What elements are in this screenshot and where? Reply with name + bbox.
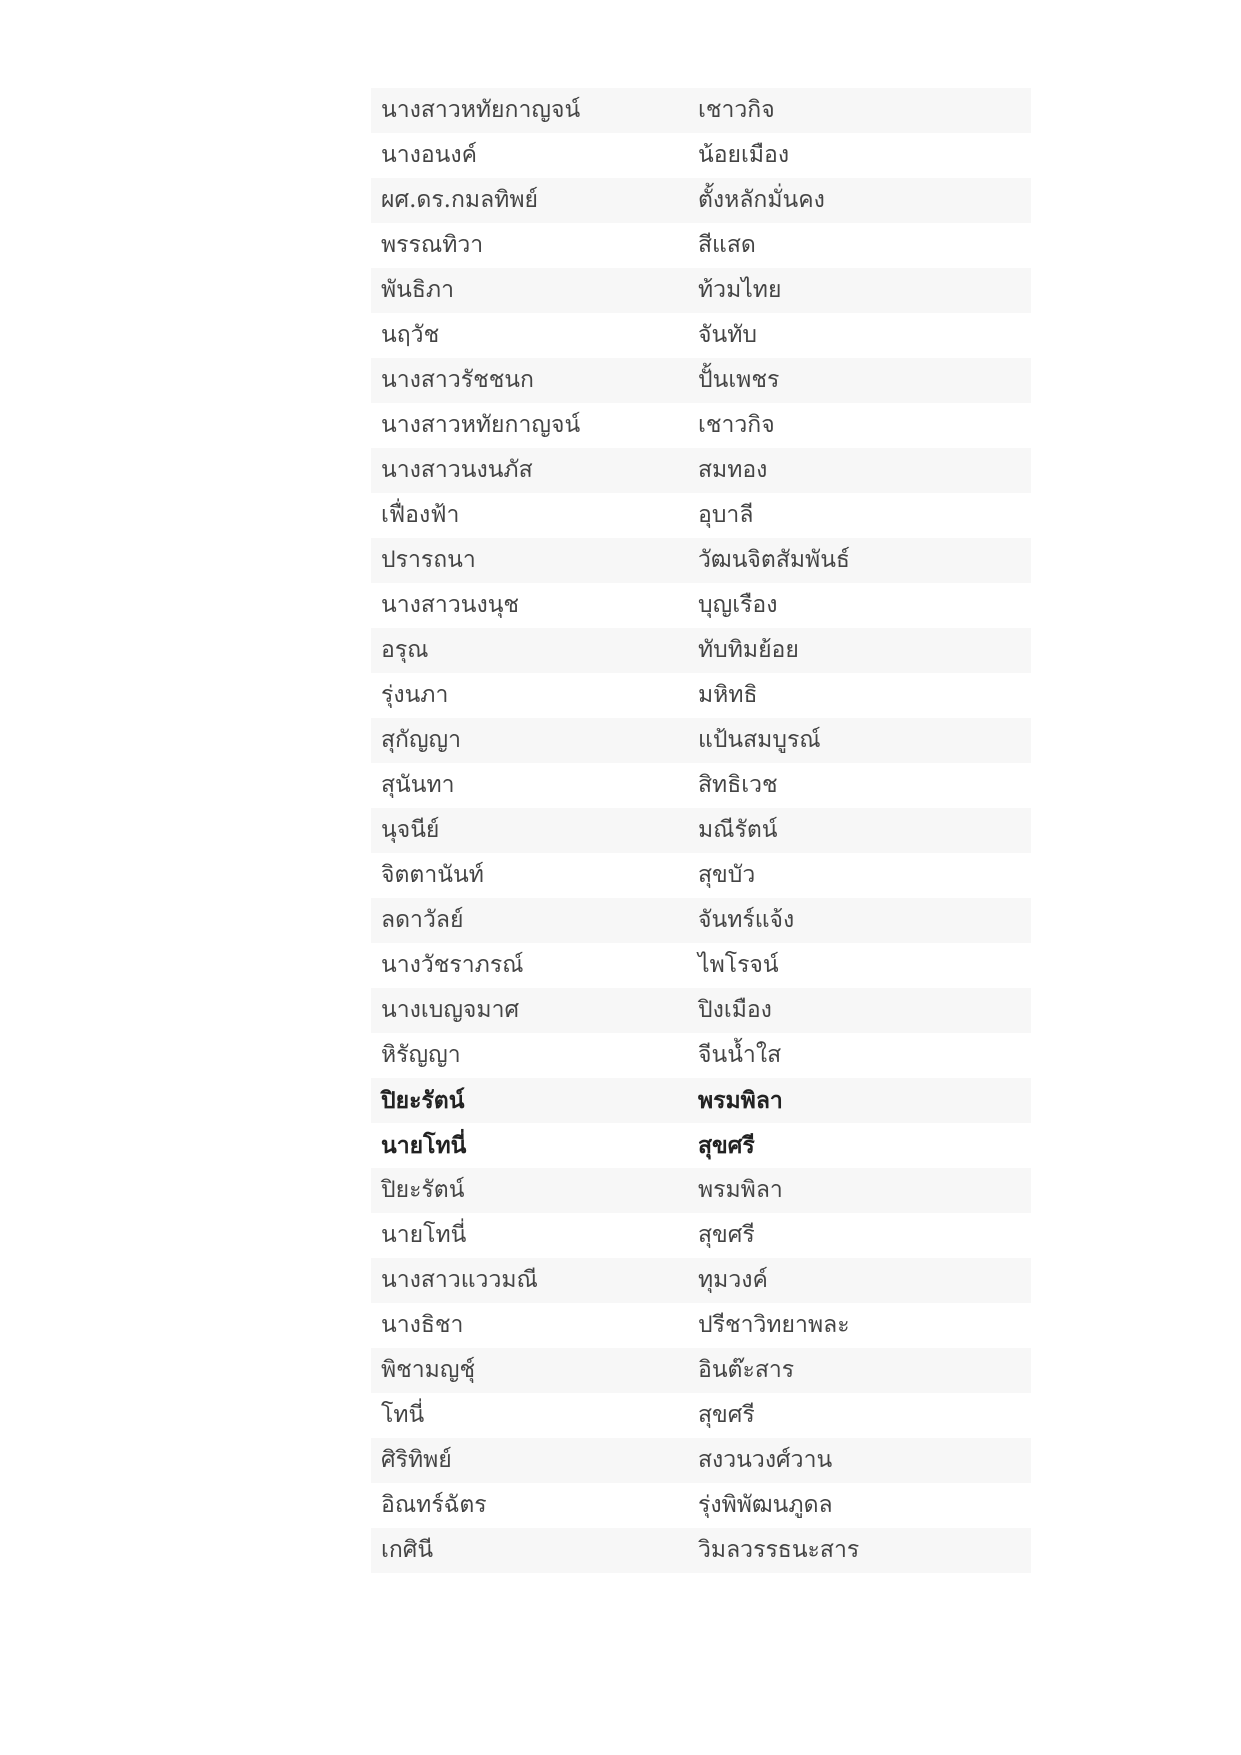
table-row xyxy=(371,808,1031,853)
first-name-cell: ปิยะรัตน์ xyxy=(371,1078,688,1123)
table-row xyxy=(371,538,1031,583)
first-name-cell: นุจนีย์ xyxy=(371,808,688,853)
first-name-cell: เฟื่องฟ้า xyxy=(381,502,460,528)
last-name-cell: สุขศรี xyxy=(698,1222,755,1248)
table-row xyxy=(371,268,1031,313)
table-row xyxy=(371,448,1031,493)
first-name-cell: นางสาวหทัยกาญจน์ xyxy=(381,412,581,438)
last-name-cell: จันทร์แจ้ง xyxy=(688,898,1031,943)
first-name-cell: พันธิภา xyxy=(371,268,688,313)
last-name-cell: มณีรัตน์ xyxy=(688,808,1031,853)
last-name-cell: ปรีชาวิทยาพละ xyxy=(698,1312,850,1338)
first-name-cell: เกศินี xyxy=(371,1528,688,1573)
last-name-cell: เชาวกิจ xyxy=(698,412,775,438)
table-row xyxy=(371,1078,1031,1123)
first-name-cell: โทนี่ xyxy=(381,1402,425,1428)
table-row xyxy=(371,1168,1031,1213)
first-name-cell: ปรารถนา xyxy=(371,538,688,583)
last-name-cell: ท้วมไทย xyxy=(688,268,1031,313)
table-row xyxy=(371,358,1031,403)
table-row xyxy=(371,1258,1031,1303)
first-name-cell: นางวัชราภรณ์ xyxy=(381,952,524,978)
last-name-cell: ทับทิมย้อย xyxy=(688,628,1031,673)
first-name-cell: ผศ.ดร.กมลทิพย์ xyxy=(371,178,688,223)
last-name-cell: สงวนวงศ์วาน xyxy=(688,1438,1031,1483)
last-name-cell: อินต๊ะสาร xyxy=(688,1348,1031,1393)
last-name-cell: ตั้งหลักมั่นคง xyxy=(688,178,1031,223)
last-name-cell: เชาวกิจ xyxy=(688,88,1031,133)
first-name-cell: จิตตานันท์ xyxy=(381,862,484,888)
last-name-cell: วิมลวรรธนะสาร xyxy=(688,1528,1031,1573)
first-name-cell: อรุณ xyxy=(371,628,688,673)
table-row xyxy=(371,1213,1031,1258)
first-name-cell: นางสาวนงนภัส xyxy=(371,448,688,493)
first-name-cell: นางธิชา xyxy=(381,1312,464,1338)
last-name-cell: ทุมวงค์ xyxy=(688,1258,1031,1303)
first-name-cell: พิชามญชุ์ xyxy=(371,1348,688,1393)
first-name-cell: พรรณทิวา xyxy=(381,232,484,258)
table-row xyxy=(371,1348,1031,1393)
last-name-cell: พรมพิลา xyxy=(688,1078,1031,1123)
last-name-cell: ปั้นเพชร xyxy=(688,358,1031,403)
first-name-cell: ลดาวัลย์ xyxy=(371,898,688,943)
first-name-cell: นางสาวแววมณี xyxy=(371,1258,688,1303)
table-row xyxy=(371,1033,1031,1078)
last-name-cell: สมทอง xyxy=(688,448,1031,493)
table-row xyxy=(371,673,1031,718)
last-name-cell: บุญเรือง xyxy=(698,592,778,618)
table-row xyxy=(371,898,1031,943)
table-row xyxy=(371,88,1031,133)
table-row xyxy=(371,853,1031,898)
table-row xyxy=(371,763,1031,808)
name-table xyxy=(371,88,1031,1573)
table-row xyxy=(371,1123,1031,1168)
first-name-cell: สุนันทา xyxy=(381,772,455,798)
first-name-cell: นฤวัช xyxy=(381,322,440,348)
last-name-cell: ปิงเมือง xyxy=(688,988,1031,1033)
first-name-cell: นางสาวหทัยกาญจน์ xyxy=(371,88,688,133)
last-name-cell: สุขบัว xyxy=(698,862,756,888)
last-name-cell: พรมพิลา xyxy=(688,1168,1031,1213)
first-name-cell: นางสาวนงนุช xyxy=(381,592,520,618)
table-row xyxy=(371,1528,1031,1573)
last-name-cell: ไพโรจน์ xyxy=(698,952,779,978)
table-row xyxy=(371,313,1031,358)
first-name-cell: นางอนงค์ xyxy=(381,142,478,168)
last-name-cell: จันทับ xyxy=(698,322,757,348)
first-name-cell: ปิยะรัตน์ xyxy=(371,1168,688,1213)
first-name-cell: ศิริทิพย์ xyxy=(371,1438,688,1483)
last-name-cell: สีแสด xyxy=(698,232,756,258)
last-name-cell: วัฒนจิตสัมพันธ์ xyxy=(688,538,1031,583)
first-name-cell: หิรัญญา xyxy=(381,1042,461,1068)
table-row xyxy=(371,178,1031,223)
table-row xyxy=(371,718,1031,763)
last-name-cell: จีนน้ำใส xyxy=(698,1042,782,1068)
table-row xyxy=(371,493,1031,538)
last-name-cell: สิทธิเวช xyxy=(698,772,778,798)
last-name-cell: แป้นสมบูรณ์ xyxy=(688,718,1031,763)
first-name-cell: นางสาวรัชชนก xyxy=(371,358,688,403)
table-row xyxy=(371,223,1031,268)
table-row xyxy=(371,133,1031,178)
last-name-cell: สุขศรี xyxy=(698,1402,755,1428)
name-table-body xyxy=(371,88,1031,1573)
table-row xyxy=(371,943,1031,988)
table-row xyxy=(371,1303,1031,1348)
first-name-cell: รุ่งนภา xyxy=(381,682,449,708)
last-name-cell: น้อยเมือง xyxy=(698,142,790,168)
table-row xyxy=(371,583,1031,628)
first-name-cell: นางเบญจมาศ xyxy=(371,988,688,1033)
last-name-cell: อุบาลี xyxy=(698,502,754,528)
last-name-cell: สุขศรี xyxy=(698,1132,755,1159)
table-row xyxy=(371,1483,1031,1528)
first-name-cell: นายโทนี่ xyxy=(381,1132,467,1159)
table-row xyxy=(371,403,1031,448)
last-name-cell: รุ่งพิพัฒนภูดล xyxy=(698,1492,833,1518)
table-row xyxy=(371,1393,1031,1438)
first-name-cell: สุกัญญา xyxy=(371,718,688,763)
table-row xyxy=(371,628,1031,673)
first-name-cell: นายโทนี่ xyxy=(381,1222,467,1248)
last-name-cell: มหิทธิ xyxy=(698,682,758,708)
first-name-cell: อิณทร์ฉัตร xyxy=(381,1492,487,1518)
table-row xyxy=(371,988,1031,1033)
table-row xyxy=(371,1438,1031,1483)
